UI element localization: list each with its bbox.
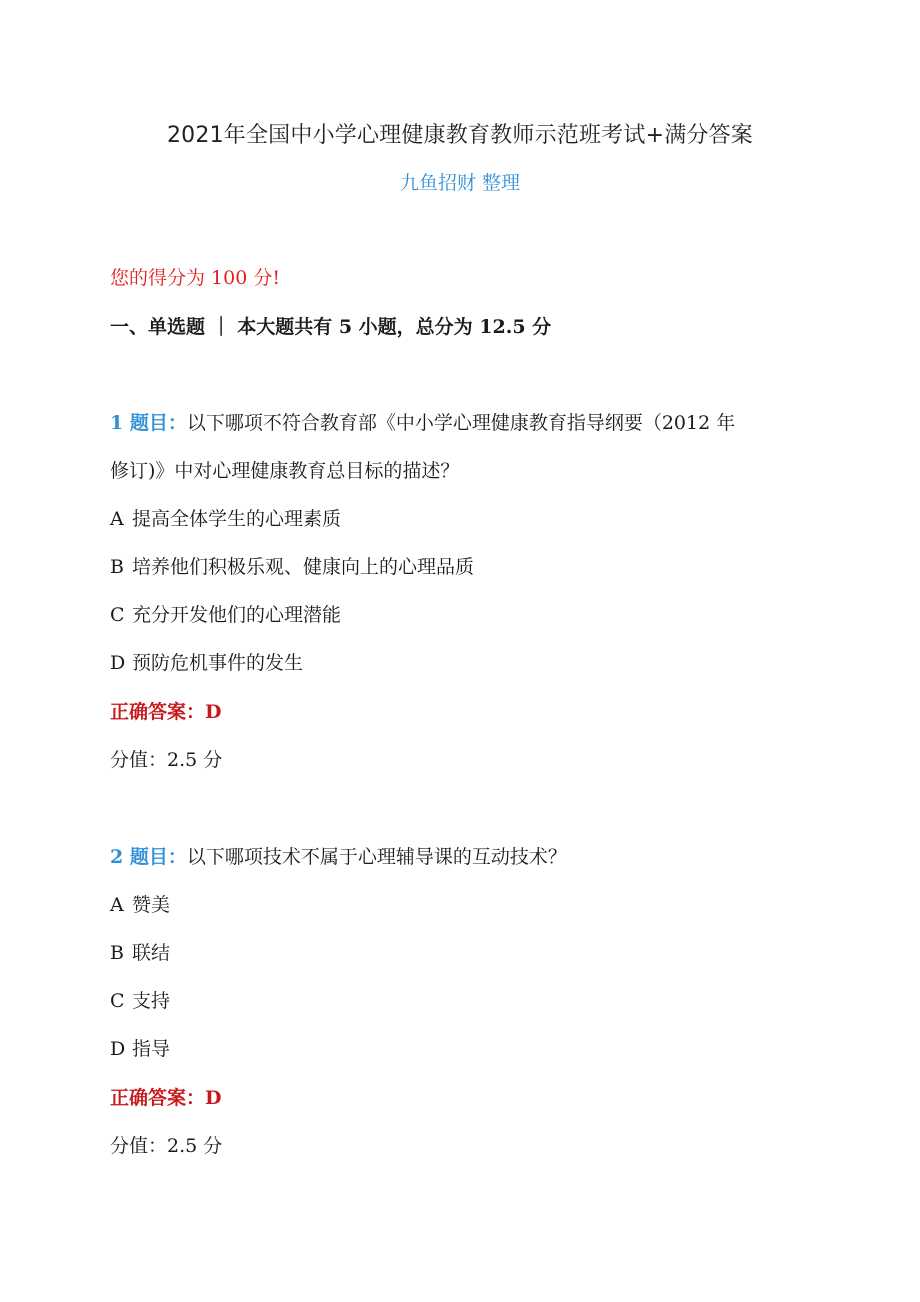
question-1-answer: 正确答案：D xyxy=(110,701,222,723)
option-text: 提高全体学生的心理素质 xyxy=(132,508,342,530)
question-2-option-b xyxy=(110,938,830,968)
question-2-label: 2 题目： xyxy=(110,846,187,868)
option-text: 充分开发他们的心理潜能 xyxy=(132,604,342,626)
question-1-points: 分值：2.5 分 xyxy=(110,749,223,771)
question-1-option-b xyxy=(110,552,830,582)
question-1-option-c xyxy=(110,600,830,630)
question-2-option-c xyxy=(110,986,830,1016)
question-1-option-d xyxy=(110,648,830,678)
question-1-option-a xyxy=(110,504,830,534)
option-letter: A xyxy=(110,894,124,916)
option-letter: D xyxy=(110,1038,126,1060)
option-text: 指导 xyxy=(132,1038,171,1060)
option-letter: D xyxy=(110,652,126,674)
section-header: 一、单选题 ｜ 本大题共有 5 小题，总分为 12.5 分 xyxy=(110,316,552,338)
option-letter: B xyxy=(110,942,124,964)
question-2-option-d xyxy=(110,1034,830,1064)
score-text: 您的得分为 100 分! xyxy=(110,267,280,289)
option-text: 支持 xyxy=(132,990,171,1012)
question-2-text: 以下哪项技术不属于心理辅导课的互动技术？ xyxy=(186,846,567,868)
option-text: 预防危机事件的发生 xyxy=(132,652,304,674)
option-letter: C xyxy=(110,990,125,1012)
option-text: 培养他们积极乐观、健康向上的心理品质 xyxy=(132,556,475,578)
document-title: 2021年全国中小学心理健康教育教师示范班考试+满分答案 xyxy=(166,123,754,148)
option-letter: C xyxy=(110,604,125,626)
question-1-line-2: 修订)》中对心理健康教育总目标的描述？ xyxy=(110,460,460,482)
question-1-line-1 xyxy=(110,408,830,438)
question-2-line-1 xyxy=(110,842,830,872)
question-2-option-a xyxy=(110,890,830,920)
option-letter: A xyxy=(110,508,124,530)
question-1-label: 1 题目： xyxy=(110,412,187,434)
question-2-points: 分值：2.5 分 xyxy=(110,1135,223,1157)
question-2-answer: 正确答案：D xyxy=(110,1087,222,1109)
option-text: 联结 xyxy=(132,942,171,964)
option-letter: B xyxy=(110,556,124,578)
question-1-text: 以下哪项不符合教育部《中小学心理健康教育指导纲要（2012 年 xyxy=(186,412,736,434)
option-text: 赞美 xyxy=(132,894,171,916)
document-subtitle: 九鱼招财 整理 xyxy=(399,172,521,194)
